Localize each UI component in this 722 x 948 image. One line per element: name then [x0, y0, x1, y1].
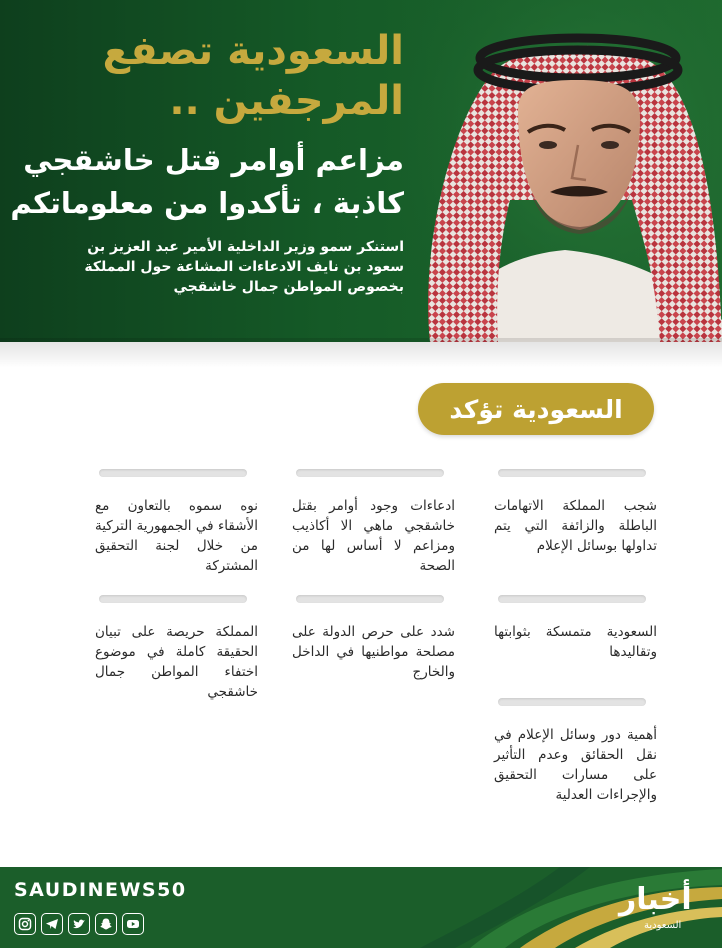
subheadline-line2: كاذبة ، تأكدوا من معلوماتكم	[10, 186, 404, 220]
twitter-icon[interactable]	[68, 913, 90, 935]
point-divider	[498, 595, 646, 603]
section-badge: السعودية تؤكد	[418, 383, 654, 435]
headline-line1: السعودية تصفع	[102, 28, 404, 74]
instagram-icon[interactable]	[14, 913, 36, 935]
snapchat-icon[interactable]	[95, 913, 117, 935]
point-item	[292, 469, 455, 576]
subheadline-line1: مزاعم أوامر قتل خاشقجي	[23, 143, 404, 177]
point-divider	[99, 469, 247, 477]
point-text: شجب المملكة الاتهامات الباطلة والزائفة التي يتم تداولها بوسائل الإعلام	[494, 498, 657, 554]
logo-text: أخبار	[619, 882, 692, 917]
logo-subtitle: السعودية	[644, 920, 682, 931]
point-item	[95, 469, 258, 576]
point-divider	[498, 469, 646, 477]
header-banner	[0, 0, 722, 342]
point-text: السعودية متمسكة بثوابتها وتقاليدها	[494, 624, 657, 660]
header-shadow	[0, 338, 722, 368]
youtube-icon[interactable]	[122, 913, 144, 935]
point-item	[292, 595, 455, 682]
point-text: أهمية دور وسائل الإعلام في نقل الحقائق وعدم التأثير على مسارات التحقيق والإجراءات العدلية	[494, 727, 657, 803]
telegram-icon[interactable]	[41, 913, 63, 935]
footer-bar	[0, 867, 722, 948]
point-item	[494, 595, 657, 662]
point-text: نوه سموه بالتعاون مع الأشقاء في الجمهورية التركية من خلال لجنة التحقيق المشتركة	[95, 498, 258, 574]
point-divider	[296, 469, 444, 477]
intro-text: استنكر سمو وزير الداخلية الأمير عبد العزيز بن سعود بن نايف الادعاءات المشاعة حول المملكة بخصوص المواطن جمال خاشقجي	[84, 239, 404, 295]
point-text: ادعاءات وجود أوامر بقتل خاشقجي ماهي الا أكاذيب ومزاعم لا أساس لها من الصحة	[292, 498, 455, 574]
point-divider	[99, 595, 247, 603]
point-text: شدد على حرص الدولة على مصلحة مواطنيها في الداخل والخارج	[292, 624, 455, 680]
point-text: المملكة حريصة على تبيان الحقيقة كاملة في موضوع اختفاء المواطن جمال خاشقجي	[95, 624, 258, 700]
minister-portrait	[400, 0, 722, 342]
brand-name: SAUDINEWS50	[14, 879, 187, 901]
point-item	[494, 698, 657, 805]
point-item	[494, 469, 657, 556]
point-divider	[296, 595, 444, 603]
headline-line2: المرجفين ..	[169, 78, 404, 124]
social-icons	[14, 913, 144, 935]
point-item	[95, 595, 258, 702]
point-divider	[498, 698, 646, 706]
